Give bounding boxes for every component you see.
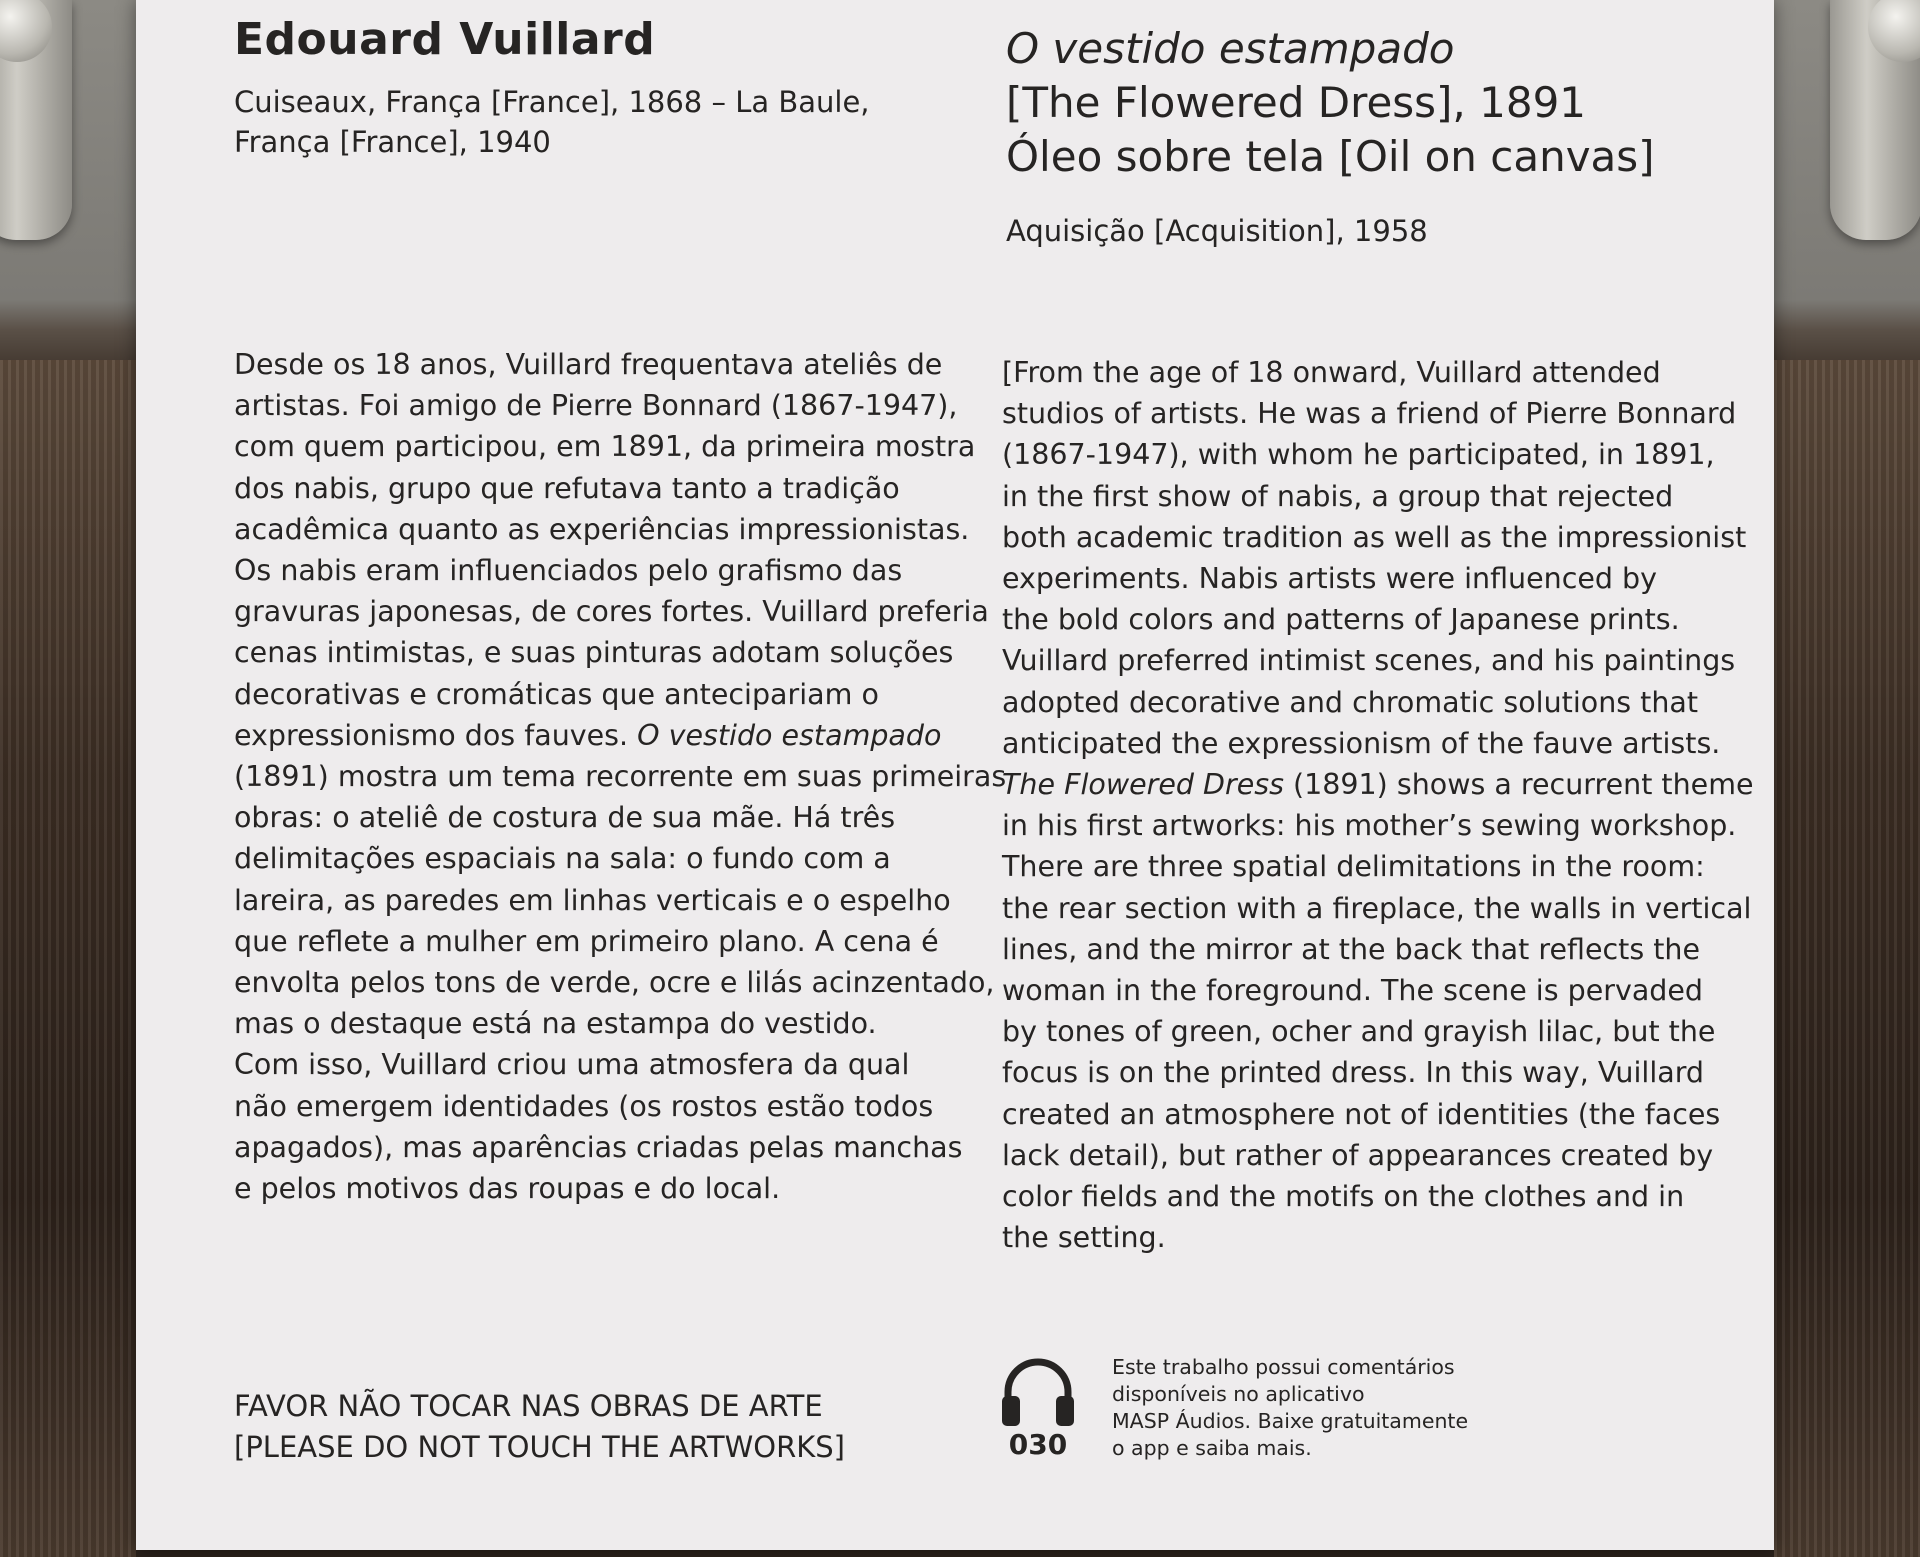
text-line: decorativas e cromáticas que antecipariam o [234, 677, 879, 711]
text-line: apagados), mas aparências criadas pelas manchas [234, 1130, 963, 1164]
artist-bio-line: França [France], 1940 [234, 125, 551, 159]
text-line: Os nabis eram influenciados pelo grafismo das [234, 554, 903, 588]
headphones-icon [1000, 1356, 1076, 1426]
notice-pt: FAVOR NÃO TOCAR NAS OBRAS DE ARTE [234, 1389, 823, 1423]
text-line: lines, and the mirror at the back that reflects the [1002, 932, 1700, 966]
text-line: dos nabis, grupo que refutava tanto a tradição [234, 471, 900, 505]
text-line: Vuillard preferred intimist scenes, and his paintings [1002, 644, 1736, 678]
text-line: by tones of green, ocher and grayish lilac, but the [1002, 1015, 1716, 1049]
text-line: artistas. Foi amigo de Pierre Bonnard (1867-1947), [234, 389, 958, 423]
background-panel-right [1774, 360, 1920, 1557]
text-fragment: expressionismo dos fauves. [234, 718, 638, 752]
do-not-touch-notice [234, 1386, 845, 1468]
text-line: created an atmosphere not of identities (the faces [1002, 1097, 1721, 1131]
background-panel-left [0, 360, 136, 1557]
audio-info-line: disponíveis no aplicativo [1112, 1382, 1365, 1406]
text-line: the setting. [1002, 1221, 1166, 1255]
text-line: delimitações espaciais na sala: o fundo com a [234, 842, 891, 876]
text-line: (1867-1947), with whom he participated, in 1891, [1002, 438, 1715, 472]
artist-bio-line: Cuiseaux, França [France], 1868 – La Baule, [234, 85, 870, 119]
text-line [1002, 764, 1754, 805]
text-line: both academic tradition as well as the impressionist [1002, 520, 1747, 554]
artwork-title-inline: The Flowered Dress [1002, 768, 1284, 802]
text-line: e pelos motivos das roupas e do local. [234, 1172, 781, 1206]
audio-guide-info [1112, 1354, 1492, 1462]
text-line: cenas intimistas, e suas pinturas adotam soluções [234, 636, 954, 670]
text-line: Desde os 18 anos, Vuillard frequentava ateliês de [234, 348, 943, 381]
text-line: studios of artists. He was a friend of Pierre Bonnard [1002, 397, 1737, 431]
text-line [234, 715, 964, 756]
text-line: envolta pelos tons de verde, ocre e lilás acinzentado, [234, 966, 995, 1000]
text-line: the rear section with a fireplace, the walls in vertical [1002, 891, 1752, 925]
artwork-title-pt: O vestido estampado [1006, 24, 1455, 73]
text-line: mas o destaque está na estampa do vestido. [234, 1007, 877, 1041]
audio-info-line: o app e saiba mais. [1112, 1436, 1312, 1460]
description-english [1002, 352, 1754, 1258]
text-line: que reflete a mulher em primeiro plano. A cena é [234, 924, 939, 958]
text-line: focus is on the printed dress. In this way, Vuillard [1002, 1056, 1705, 1090]
text-line: (1891) mostra um tema recorrente em suas primeiras [234, 760, 1007, 794]
text-line: obras: o ateliê de costura de sua mãe. Há três [234, 801, 896, 835]
audio-info-line: MASP Áudios. Baixe gratuitamente [1112, 1409, 1469, 1433]
text-line: Com isso, Vuillard criou uma atmosfera da qual [234, 1048, 910, 1082]
text-line: adopted decorative and chromatic solutions that [1002, 685, 1699, 719]
text-line: woman in the foreground. The scene is pervaded [1002, 974, 1704, 1008]
text-line: the bold colors and patterns of Japanese prints. [1002, 603, 1680, 637]
text-line: lareira, as paredes em linhas verticais e o espelho [234, 883, 951, 917]
text-line: gravuras japonesas, de cores fortes. Vuillard preferia [234, 595, 989, 629]
text-line: acadêmica quanto as experiências impressionistas. [234, 512, 970, 546]
artist-bio [234, 82, 874, 162]
artwork-acquisition: Aquisição [Acquisition], 1958 [1006, 214, 1428, 248]
text-line: anticipated the expressionism of the fauve artists. [1002, 726, 1721, 760]
text-line: [From the age of 18 onward, Vuillard attended [1002, 356, 1661, 389]
text-line: com quem participou, em 1891, da primeira mostra [234, 430, 976, 464]
text-line: in the first show of nabis, a group that rejected [1002, 479, 1674, 513]
text-line: color fields and the motifs on the clothes and in [1002, 1180, 1685, 1214]
artwork-info [1006, 22, 1726, 184]
artwork-title-inline: O vestido estampado [637, 718, 942, 752]
artwork-medium: Óleo sobre tela [Oil on canvas] [1006, 132, 1655, 181]
artwork-title-en: [The Flowered Dress], 1891 [1006, 78, 1587, 127]
text-line: lack detail), but rather of appearances created by [1002, 1138, 1714, 1172]
audio-guide-number: 030 [1008, 1428, 1068, 1461]
text-line: in his first artworks: his mother’s sewing workshop. [1002, 809, 1737, 843]
description-portuguese [234, 344, 1007, 1209]
text-line: não emergem identidades (os rostos estão todos [234, 1089, 934, 1123]
audio-info-line: Este trabalho possui comentários [1112, 1355, 1455, 1379]
text-fragment: (1891) shows a recurrent theme [1283, 768, 1754, 802]
museum-placard [136, 0, 1774, 1550]
artist-name: Edouard Vuillard [234, 14, 656, 65]
text-line: There are three spatial delimitations in the room: [1002, 850, 1705, 884]
notice-en: [PLEASE DO NOT TOUCH THE ARTWORKS] [234, 1430, 845, 1464]
text-line: experiments. Nabis artists were influenced by [1002, 562, 1657, 596]
